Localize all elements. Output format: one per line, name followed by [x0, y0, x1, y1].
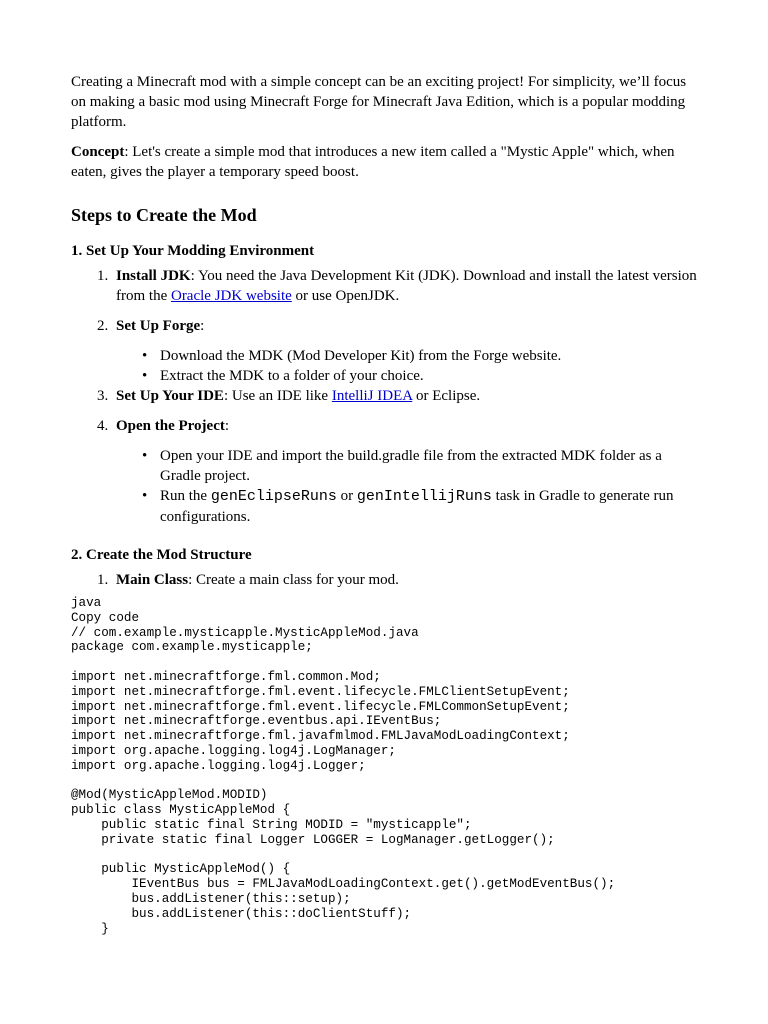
step-text: : Use an IDE like [223, 388, 332, 404]
concept-text: : Let's create a simple mod that introduces a new item called a "Mystic Apple" which, when eaten, gives the player a temporary speed boost. [71, 144, 675, 180]
forge-bullets [116, 346, 697, 386]
intro-paragraph: Creating a Minecraft mod with a simple concept can be an exciting project! For simplicity, we’ll focus on making a basic mod using Minecraft Forge for Minecraft Java Edition, which is a popular modding platform. [71, 74, 687, 130]
list-item [116, 366, 697, 386]
bullet-text-after: task in Gradle to generate run configurations. [160, 488, 674, 525]
open-project-bullets [116, 446, 697, 527]
bullet-icon: • [142, 368, 148, 384]
gen-intellij-runs-code: genIntellijRuns [356, 488, 492, 505]
section2-heading: 2. Create the Mod Structure [71, 547, 252, 563]
bullet-text: Extract the MDK to a folder of your choice. [160, 368, 424, 384]
step-number: 3. [97, 388, 109, 404]
section2-steps [71, 570, 697, 590]
concept-paragraph [71, 142, 697, 182]
step-text: : [200, 318, 205, 334]
bullet-text-middle: or [336, 488, 357, 504]
step-text-after: or use OpenJDK. [291, 288, 400, 304]
bullet-icon: • [142, 488, 148, 504]
step-text: : You need the Java Development Kit (JDK). Download and install the latest version from the [116, 268, 697, 304]
step-label: Open the Project [116, 418, 225, 434]
oracle-jdk-link[interactable]: Oracle JDK website [170, 288, 292, 304]
step-text-after: or Eclipse. [412, 388, 481, 404]
step-label: Set Up Forge [116, 318, 201, 334]
step-set-up-forge [71, 316, 697, 386]
step-open-project [71, 416, 697, 527]
step-label: Install JDK [116, 268, 191, 284]
steps-heading: Steps to Create the Mod [71, 205, 257, 225]
list-item [116, 446, 697, 486]
concept-label: Concept [71, 144, 125, 160]
list-item [116, 486, 697, 527]
step-number: 1. [97, 572, 109, 588]
bullet-icon: • [142, 448, 148, 464]
bullet-text: Open your IDE and import the build.gradle file from the extracted MDK folder as a Gradle project. [160, 448, 662, 484]
bullet-text: Download the MDK (Mod Developer Kit) from the Forge website. [160, 348, 562, 364]
step-main-class [71, 570, 697, 590]
code-block: java Copy code // com.example.mysticapple.MysticAppleMod.java package com.example.mysticapple; import net.minecraftforge.fml.common.Mod; import net.minecraftforge.fml.event.lifecycle.FMLClientSetupEvent; import net.minecraftforge.fml.event.lifecycle.FMLCommonSetupEvent; import net.minecraftforge.eventbus.api.IEventBus; import net.minecraftforge.fml.javafmlmod.FMLJavaModLoadingContext; import org.apache.logging.log4j.LogManager; import org.apache.logging.log4j.Logger; @Mod(MysticAppleMod.MODID) public class MysticAppleMod { public static final String MODID = "mysticapple"; private static final Logger LOGGER = LogManager.getLogger(); public MysticAppleMod() { IEventBus bus = FMLJavaModLoadingContext.get().getModEventBus(); bus.addListener(this::setup); bus.addListener(this::doClientStuff); } [71, 596, 616, 936]
step-number: 1. [97, 268, 109, 284]
step-install-jdk [71, 266, 697, 306]
list-item [116, 346, 697, 366]
bullet-text-before: Run the [160, 488, 211, 504]
step-text: : [224, 418, 230, 434]
section1-heading: 1. Set Up Your Modding Environment [71, 243, 315, 259]
step-set-up-ide [71, 386, 697, 406]
intellij-idea-link[interactable]: IntelliJ IDEA [331, 388, 413, 404]
step-text: : Create a main class for your mod. [188, 572, 399, 588]
bullet-icon: • [142, 348, 148, 364]
gen-eclipse-runs-code: genEclipseRuns [210, 488, 337, 505]
step-number: 2. [97, 318, 109, 334]
step-label: Main Class [116, 572, 189, 588]
step-label: Set Up Your IDE [116, 388, 224, 404]
step-number: 4. [97, 418, 109, 434]
section1-steps [71, 266, 697, 527]
